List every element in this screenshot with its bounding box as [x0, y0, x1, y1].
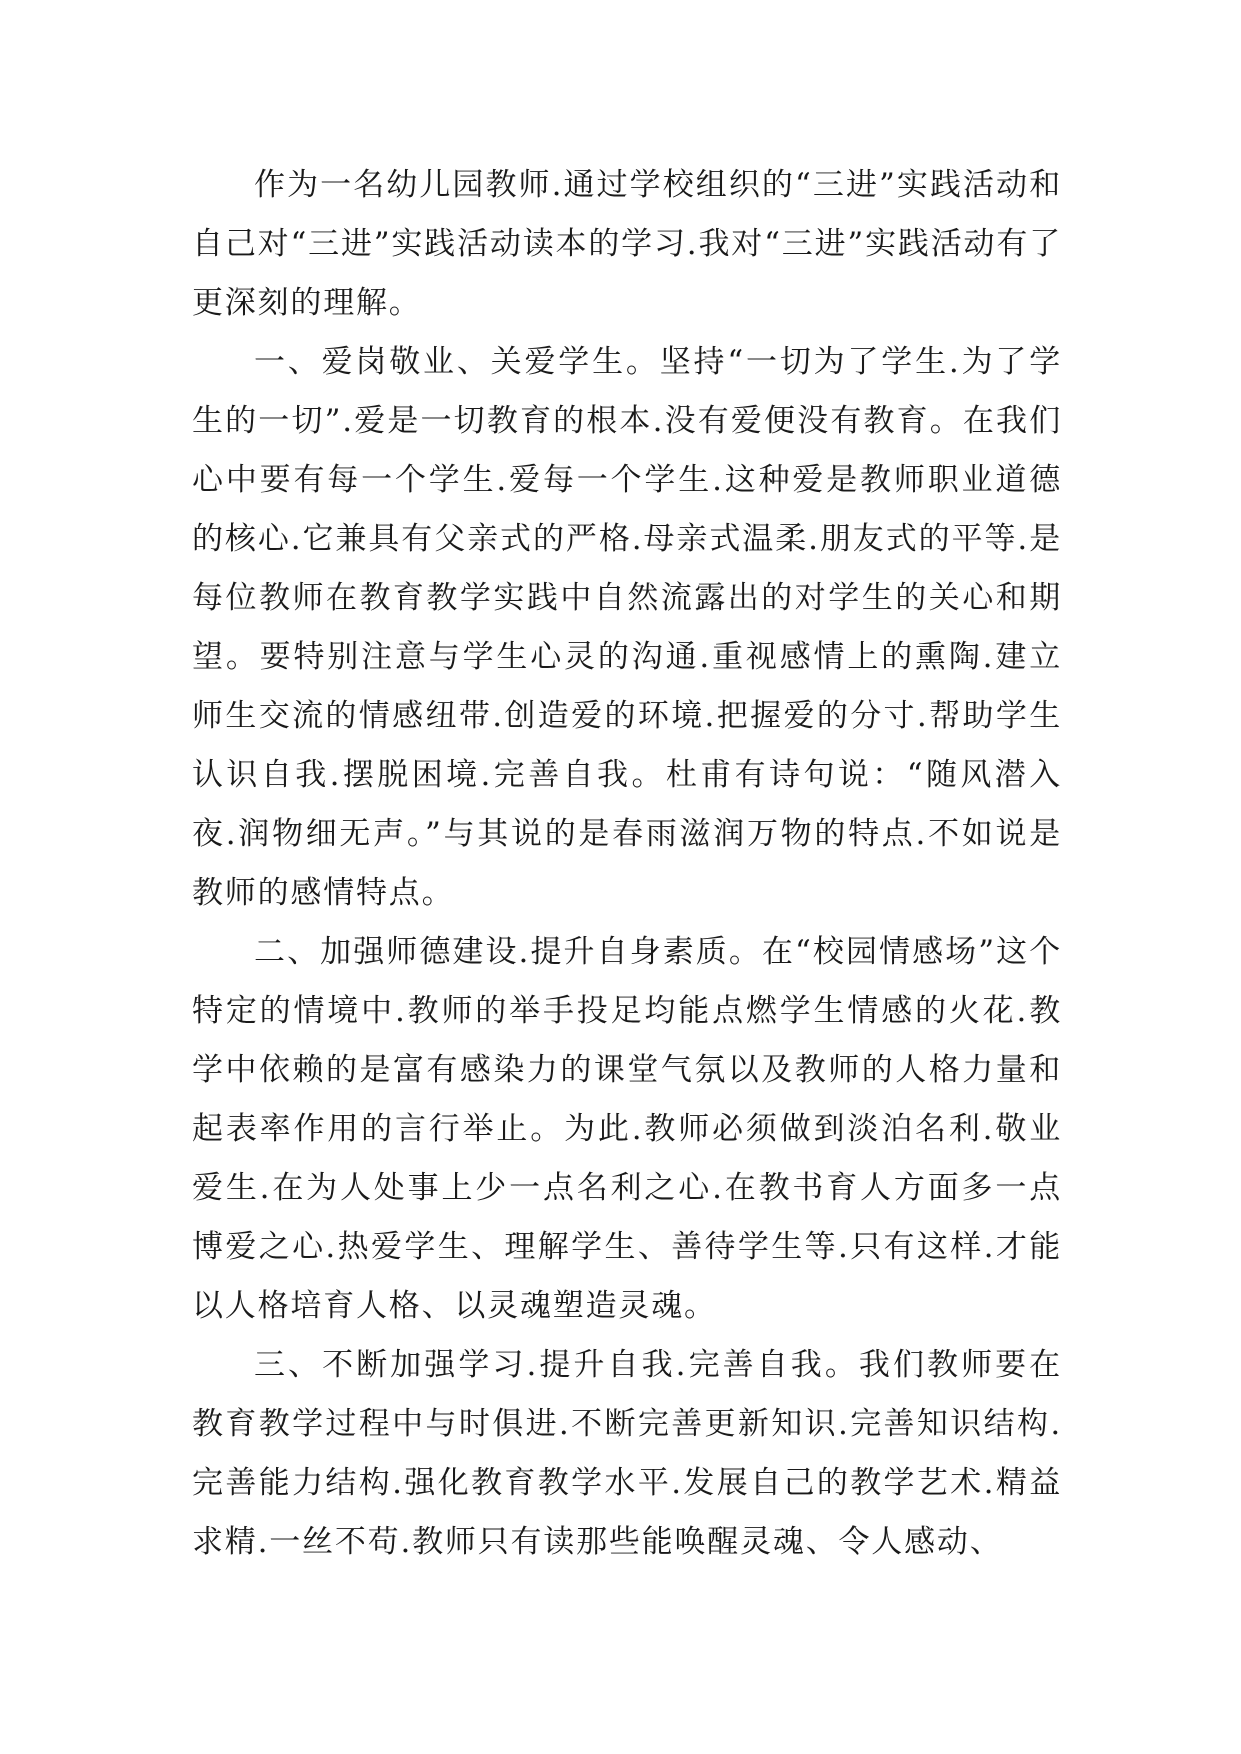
document-body — [192, 156, 1062, 1572]
paragraph-section-1: 一、爱岗敬业、关爱学生。坚持“一切为了学生.为了学生的一切”.爱是一切教育的根本.没有爱便没有教育。在我们心中要有每一个学生.爱每一个学生.这种爱是教师职业道德的核心.它兼具有父亲式的严格.母亲式温柔.朋友式的平等.是每位教师在教育教学实践中自然流露出的对学生的关心和期望。要特别注意与学生心灵的沟通.重视感情上的熏陶.建立师生交流的情感纽带.创造爱的环境.把握爱的分寸.帮助学生认识自我.摆脱困境.完善自我。杜甫有诗句说：“随风潜入夜.润物细无声。”与其说的是春雨滋润万物的特点.不如说是教师的感情特点。 — [192, 344, 1062, 911]
paragraph-intro: 作为一名幼儿园教师.通过学校组织的“三进”实践活动和自己对“三进”实践活动读本的学习.我对“三进”实践活动有了更深刻的理解。 — [192, 167, 1062, 321]
paragraph-section-3: 三、不断加强学习.提升自我.完善自我。我们教师要在教育教学过程中与时俱进.不断完善更新知识.完善知识结构.完善能力结构.强化教育教学水平.发展自己的教学艺术.精益求精.一丝不苟.教师只有读那些能唤醒灵魂、令人感动、 — [192, 1347, 1062, 1560]
paragraph-section-2: 二、加强师德建设.提升自身素质。在“校园情感场”这个特定的情境中.教师的举手投足均能点燃学生情感的火花.教学中依赖的是富有感染力的课堂气氛以及教师的人格力量和起表率作用的言行举止。为此.教师必须做到淡泊名利.敬业爱生.在为人处事上少一点名利之心.在教书育人方面多一点博爱之心.热爱学生、理解学生、善待学生等.只有这样.才能以人格培育人格、以灵魂塑造灵魂。 — [192, 934, 1062, 1324]
